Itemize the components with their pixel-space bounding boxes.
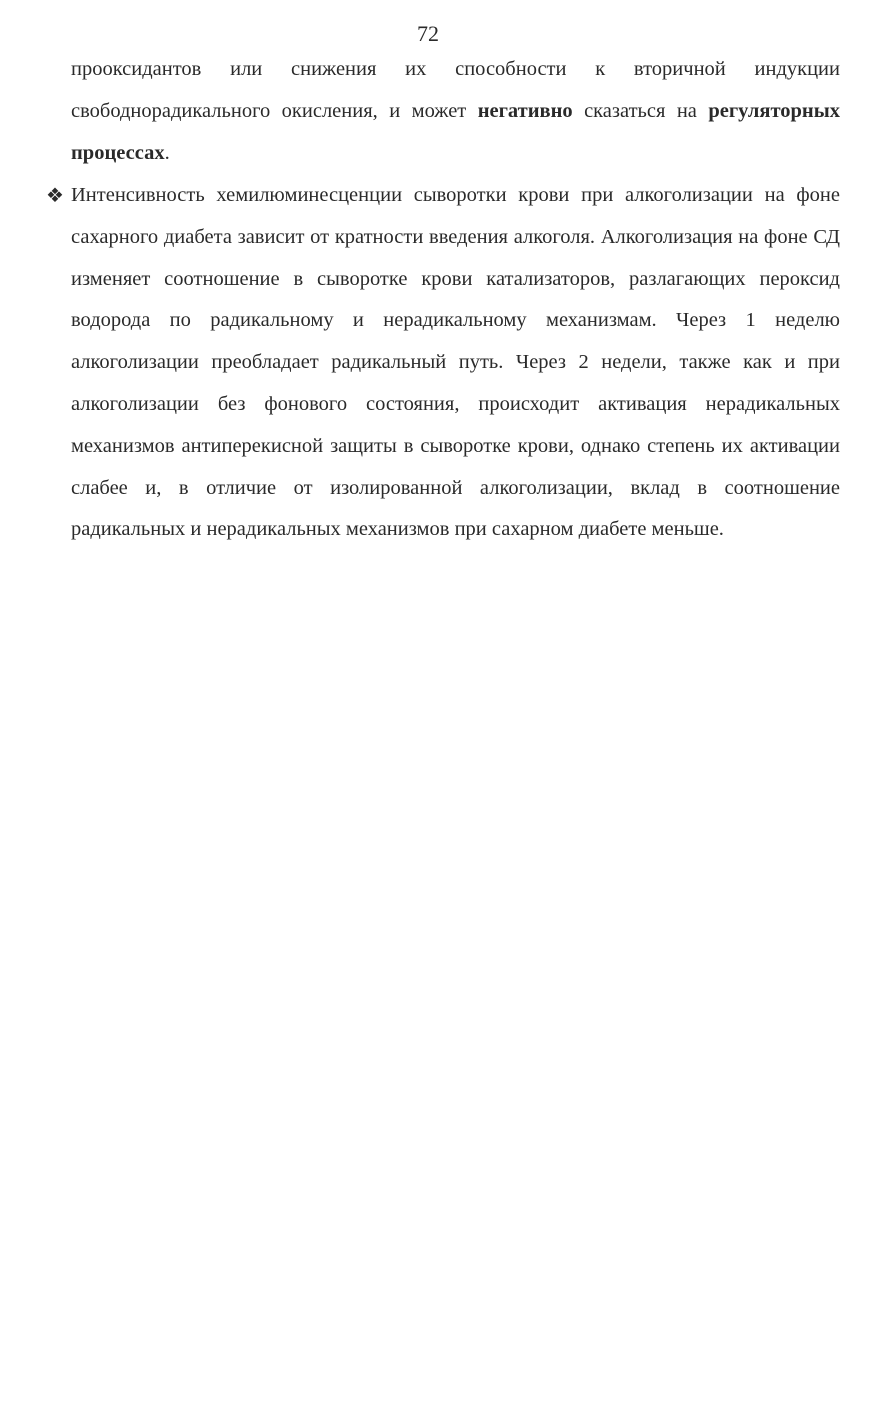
paragraph-continuation xyxy=(71,49,840,174)
paragraph-text: . xyxy=(164,141,170,164)
paragraph-text: сказаться на xyxy=(572,99,709,122)
diamond-bullet-icon: ❖ xyxy=(46,185,64,207)
bold-term-regulatory-processes: регуляторных процессах xyxy=(71,99,840,164)
bullet-paragraph xyxy=(71,175,840,551)
page-number: 72 xyxy=(417,21,439,46)
bullet-paragraph-text: Интенсивность хемилюминесценции сыворотки крови при алкоголизации на фоне сахарного диабета зависит от кратности введения алкоголя. Алкоголизация на фоне СД изменяет соотношение в сыворотке крови катализаторов, разлагающих пероксид водорода по радикальному и нерадикальному механизмам. Через 1 неделю алкоголизации преобладает радикальный путь. Через 2 недели, также как и при алкоголизации без фонового состояния, происходит активация нерадикальных механизмов антиперекисной защиты в сыворотке крови, однако степень их активации слабее и, в отличие от изолированной алкоголизации, вклад в соотношение радикальных и нерадикальных механизмов при сахарном диабете меньше. xyxy=(71,184,840,541)
bold-term-negative: негативно xyxy=(477,99,573,122)
paragraph-text: прооксидантов или снижения их способности к вторичной индукции свободнорадикального окисления, и может xyxy=(71,58,840,122)
